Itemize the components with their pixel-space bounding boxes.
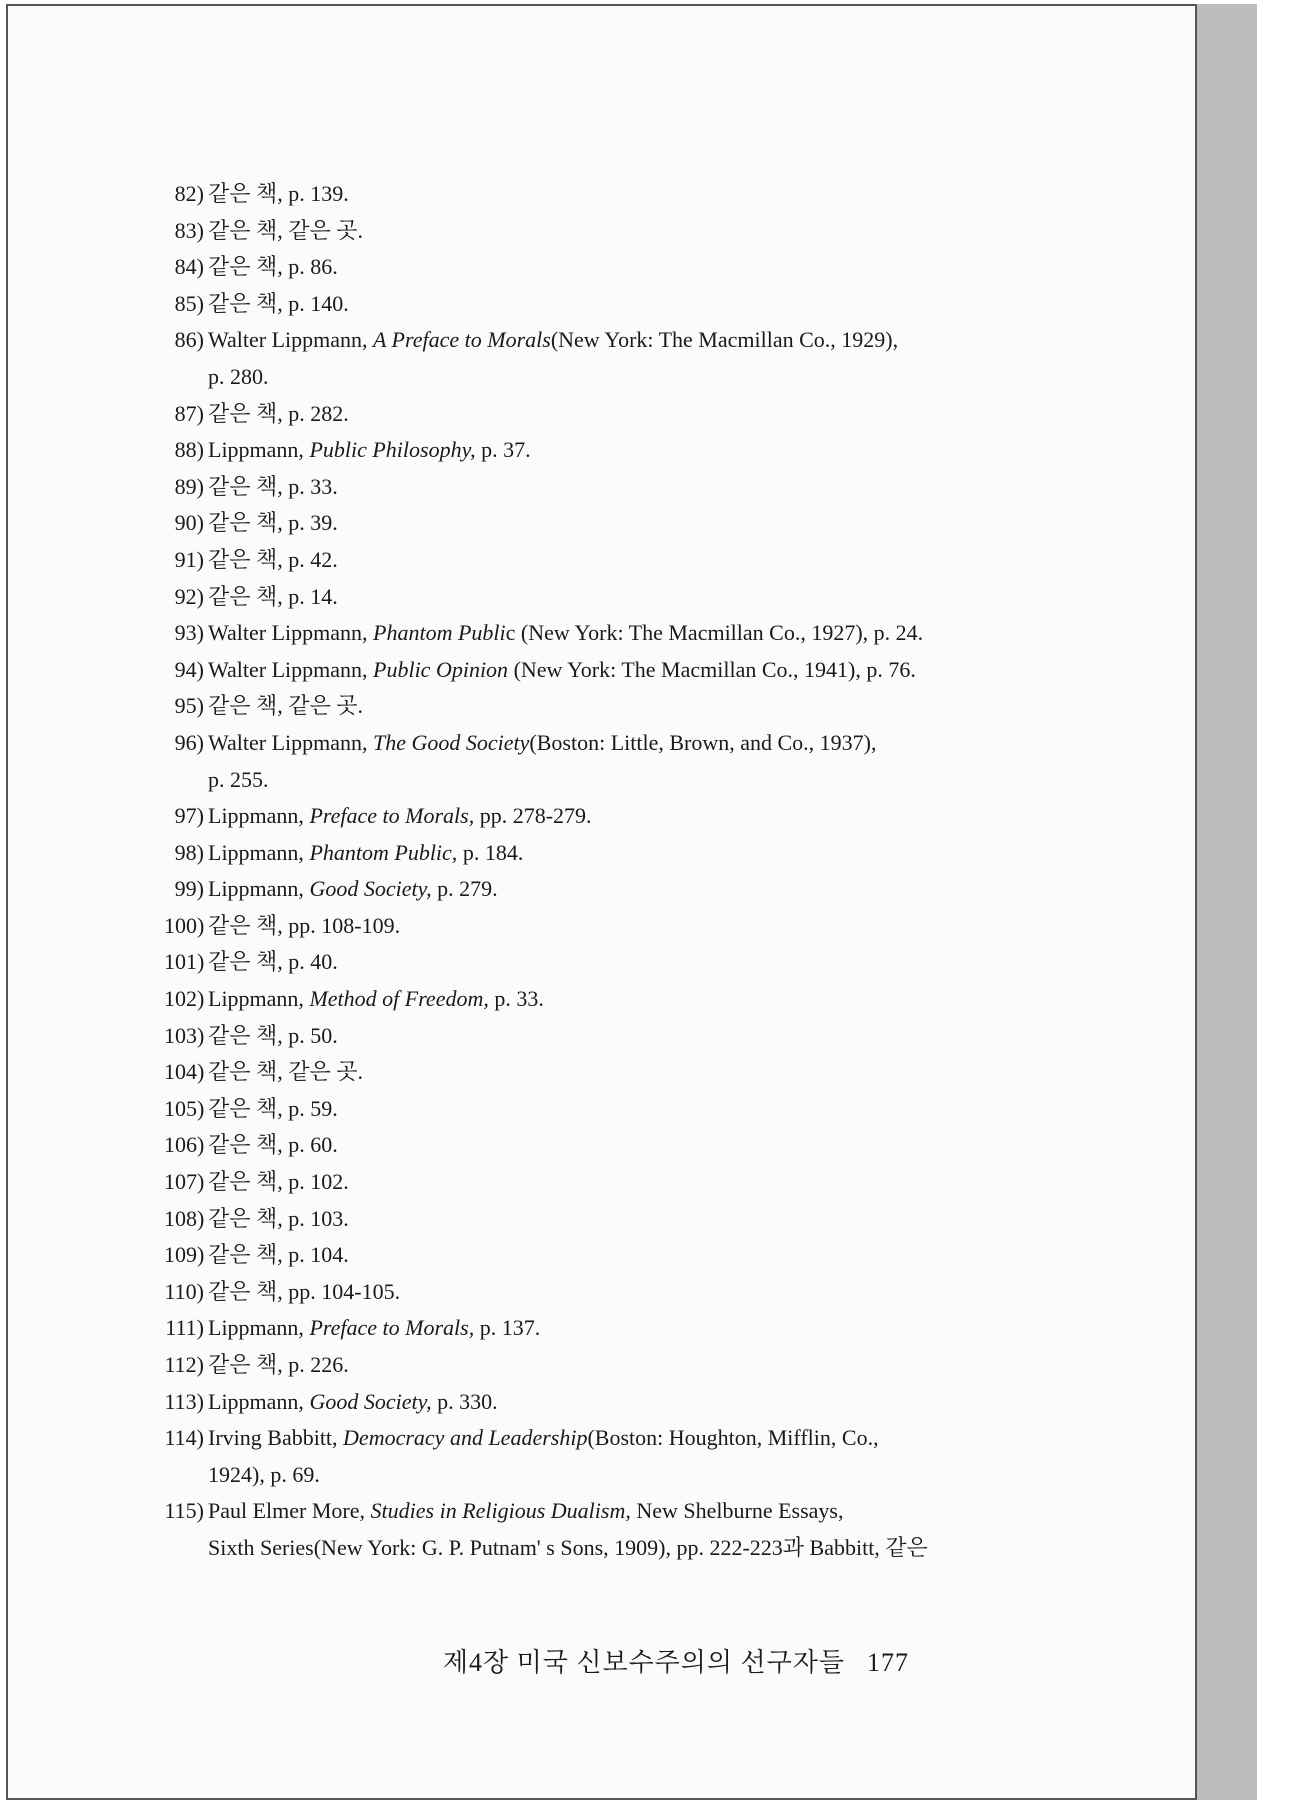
- footnote-item: [164, 1164, 1044, 1201]
- footnote-number: 85): [174, 290, 204, 316]
- footnote-number: 86): [174, 327, 204, 353]
- footnote-text: 같은 책, p. 282.: [208, 400, 349, 426]
- citation-details: p. 137.: [474, 1315, 541, 1341]
- footnote-text: 같은 책, p. 33.: [208, 473, 338, 499]
- footnote-number: 96): [174, 729, 204, 755]
- footnote-number: 90): [174, 510, 204, 536]
- footnote-item: [164, 1091, 1044, 1128]
- footnote-item: [164, 322, 1044, 395]
- footnote-item: [164, 1384, 1044, 1421]
- footnote-text: 같은 책, 같은 곳.: [208, 1059, 364, 1085]
- footnote-number: 82): [174, 181, 204, 206]
- footnote-item: [164, 579, 1044, 616]
- footnote-item: [164, 1127, 1044, 1164]
- footnote-text: [208, 840, 523, 865]
- footnote-number: 101): [164, 949, 205, 975]
- citation-title: The Good Society: [373, 729, 530, 755]
- footnote-number: 94): [174, 656, 204, 682]
- citation-author: Lippmann,: [208, 803, 310, 829]
- footnote-item: [164, 396, 1044, 433]
- footnote-number: 83): [174, 217, 204, 243]
- footnote-text: 같은 책, p. 139.: [208, 181, 349, 206]
- footnote-text: [208, 1498, 844, 1523]
- footnote-number: 84): [174, 254, 204, 280]
- footnote-text: [208, 1315, 540, 1340]
- footnote-text: [208, 1389, 498, 1414]
- footnote-text: [208, 620, 923, 645]
- footnote-continuation: 1924), p. 69.: [208, 1461, 320, 1487]
- citation-title: A Preface to Morals: [373, 327, 551, 353]
- footnote-text: 같은 책, p. 104.: [208, 1242, 349, 1268]
- citation-title: Preface to Morals,: [309, 1315, 475, 1341]
- footnote-number: 113): [164, 1388, 204, 1414]
- footnote-text: 같은 책, p. 14.: [208, 583, 338, 609]
- footnote-number: 97): [174, 803, 204, 829]
- page: [6, 4, 1197, 1800]
- footnote-number: 110): [164, 1278, 204, 1304]
- footnote-item: [164, 213, 1044, 250]
- footnote-number: 112): [164, 1352, 204, 1377]
- footnote-text: [208, 730, 877, 755]
- citation-title: Public Philosophy,: [309, 437, 476, 463]
- footnote-number: 111): [165, 1315, 204, 1341]
- footnote-item: [164, 1310, 1044, 1347]
- citation-title: Phantom Public,: [309, 839, 458, 865]
- citation-title: Good Society,: [309, 1388, 432, 1414]
- footnote-number: 102): [164, 986, 205, 1012]
- footnote-item: [164, 1420, 1044, 1493]
- citation-author: Lippmann,: [208, 876, 310, 902]
- footnote-text: [208, 803, 592, 828]
- footnote-text: 같은 책, p. 140.: [208, 290, 349, 316]
- footnote-item: [164, 176, 1044, 213]
- footnote-item: [164, 725, 1044, 798]
- footnote-text: 같은 책, p. 103.: [208, 1205, 349, 1231]
- citation-details: (New York: The Macmillan Co., 1941), p. 76.: [508, 656, 916, 682]
- footnote-number: 92): [174, 583, 204, 609]
- footnote-item: [164, 432, 1044, 469]
- citation-author: Irving Babbitt,: [208, 1425, 344, 1451]
- citation-details: p. 330.: [431, 1388, 498, 1414]
- footnote-text: 같은 책, p. 60.: [208, 1132, 338, 1158]
- footnote-number: 105): [164, 1095, 205, 1121]
- footnote-item: [164, 1237, 1044, 1274]
- footnote-item: [164, 908, 1044, 945]
- footnote-text: 같은 책, pp. 104-105.: [208, 1278, 401, 1304]
- citation-author: Lippmann,: [208, 986, 310, 1012]
- chapter-title: 제4장 미국 신보수주의의 선구자들: [442, 1648, 845, 1677]
- citation-author: Lippmann,: [208, 839, 310, 865]
- citation-details: pp. 278-279.: [474, 803, 592, 829]
- footnote-text: 같은 책, p. 42.: [208, 546, 338, 572]
- footnote-item: [164, 1347, 1044, 1384]
- footnote-item: [164, 1054, 1044, 1091]
- citation-title: Preface to Morals,: [309, 803, 475, 829]
- footnote-item: [164, 1201, 1044, 1238]
- footnote-item: [164, 1493, 1044, 1566]
- footnote-item: [164, 835, 1044, 872]
- footnote-text: [208, 986, 544, 1011]
- citation-author: Walter Lippmann,: [208, 620, 374, 646]
- footnote-number: 89): [174, 473, 204, 499]
- footnote-number: 109): [164, 1242, 205, 1268]
- citation-details: New Shelburne Essays,: [630, 1498, 844, 1524]
- footnote-number: 107): [164, 1169, 205, 1195]
- footnote-item: [164, 652, 1044, 689]
- citation-title: Good Society,: [309, 876, 432, 902]
- citation-title: Democracy and Leadership: [343, 1425, 588, 1451]
- footnote-number: 108): [164, 1205, 205, 1231]
- citation-details: p. 279.: [431, 876, 498, 902]
- footnote-text: 같은 책, 같은 곳.: [208, 693, 364, 719]
- citation-author: Lippmann,: [208, 437, 310, 463]
- footnote-number: 87): [174, 400, 204, 426]
- citation-details: p. 33.: [488, 986, 544, 1012]
- footnote-number: 106): [164, 1132, 205, 1158]
- footnote-item: [164, 871, 1044, 908]
- citation-details: (New York: The Macmillan Co., 1929),: [550, 327, 899, 353]
- footnote-item: [164, 1018, 1044, 1055]
- footnote-number: 88): [174, 437, 204, 463]
- footnote-item: [164, 798, 1044, 835]
- footnote-continuation: p. 280.: [208, 363, 269, 389]
- footnote-number: 99): [174, 876, 204, 902]
- footnote-continuation: p. 255.: [208, 766, 269, 792]
- footnote-text: [208, 1425, 879, 1450]
- citation-author: Walter Lippmann,: [208, 327, 374, 353]
- citation-author: Lippmann,: [208, 1388, 310, 1414]
- footnote-number: 100): [164, 912, 205, 938]
- citation-author: Walter Lippmann,: [208, 729, 374, 755]
- footnote-text: [208, 437, 531, 462]
- footnote-item: [164, 981, 1044, 1018]
- citation-details: c (New York: The Macmillan Co., 1927), p. 24.: [505, 620, 924, 646]
- footnote-text: 같은 책, 같은 곳.: [208, 217, 364, 243]
- footnote-number: 103): [164, 1022, 205, 1048]
- footnote-item: [164, 505, 1044, 542]
- footnote-number: 95): [174, 693, 204, 719]
- citation-title: Phantom Publi: [373, 620, 506, 646]
- page-footer: [443, 1642, 909, 1679]
- footnote-number: 93): [174, 620, 204, 646]
- footnote-text: 같은 책, p. 59.: [208, 1095, 338, 1121]
- footnote-number: 104): [164, 1059, 205, 1085]
- citation-details: p. 37.: [475, 437, 531, 463]
- footnote-number: 98): [174, 839, 204, 865]
- footnote-item: [164, 542, 1044, 579]
- citation-author: Lippmann,: [208, 1315, 310, 1341]
- citation-title: Public Opinion: [373, 656, 509, 682]
- footnote-continuation: Sixth Series(New York: G. P. Putnam' s Sons, 1909), pp. 222-223과 Babbitt, 같은: [208, 1534, 928, 1560]
- footnote-text: 같은 책, p. 50.: [208, 1022, 338, 1048]
- footnote-item: [164, 469, 1044, 506]
- footnote-text: 같은 책, p. 102.: [208, 1169, 349, 1195]
- page-number: 177: [867, 1648, 909, 1677]
- citation-details: p. 184.: [457, 839, 524, 865]
- footnote-text: 같은 책, p. 39.: [208, 510, 338, 536]
- citation-details: (Boston: Houghton, Mifflin, Co.,: [587, 1425, 879, 1451]
- citation-author: Walter Lippmann,: [208, 656, 374, 682]
- footnote-text: 같은 책, pp. 108-109.: [208, 912, 401, 938]
- footnote-text: [208, 327, 898, 352]
- citation-author: Paul Elmer More,: [208, 1498, 371, 1524]
- footnote-text: [208, 657, 916, 682]
- citation-title: Method of Freedom,: [309, 986, 489, 1012]
- footnote-item: [164, 286, 1044, 323]
- footnote-text: 같은 책, p. 40.: [208, 949, 338, 975]
- footnote-number: 115): [164, 1498, 204, 1524]
- footnote-item: [164, 944, 1044, 981]
- footnote-item: [164, 249, 1044, 286]
- footnote-number: 91): [174, 546, 204, 572]
- footnote-text: 같은 책, p. 86.: [208, 254, 338, 280]
- footnote-list: [164, 176, 1044, 1567]
- page-edge: [1197, 4, 1257, 1800]
- footnote-item: [164, 1274, 1044, 1311]
- footnote-number: 114): [164, 1425, 204, 1451]
- footnote-text: 같은 책, p. 226.: [208, 1352, 349, 1377]
- citation-details: (Boston: Little, Brown, and Co., 1937),: [529, 729, 877, 755]
- footnote-text: [208, 876, 498, 901]
- citation-title: Studies in Religious Dualism,: [370, 1498, 631, 1524]
- footnote-item: [164, 688, 1044, 725]
- footnote-item: [164, 615, 1044, 652]
